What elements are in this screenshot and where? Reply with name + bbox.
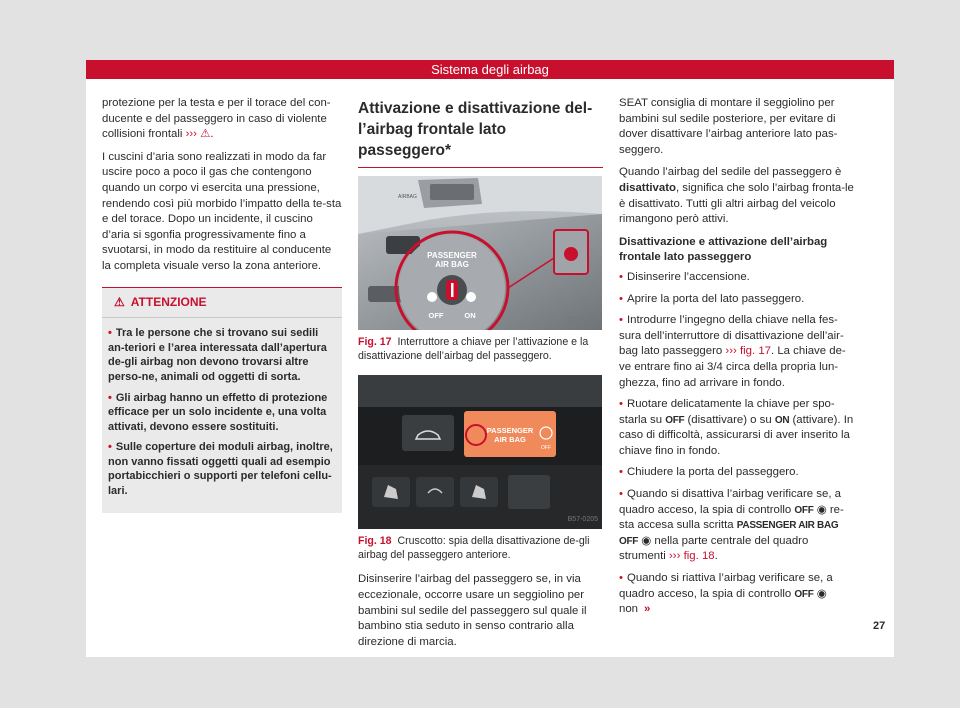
paragraph: Disinserire l’airbag del passeggero se, in via eccezionale, occorre usare un seggiolino per bambini sul sedile del passeggero sul quale il bambino stia seduto in senso contrario alla direzione di marcia. bbox=[358, 573, 587, 648]
airbag-key-switch-illustration bbox=[358, 176, 602, 330]
airbag-off-icon: ◉ bbox=[816, 587, 827, 600]
switch-off-label: OFF bbox=[428, 311, 444, 320]
cross-reference[interactable]: ››› bbox=[669, 550, 681, 563]
dash-label: AIRBAG bbox=[398, 194, 417, 200]
passenger-airbag-off-label: PASSENGER AIR BAG OFF bbox=[619, 520, 839, 547]
off-symbol: OFF bbox=[794, 588, 814, 600]
paragraph: I cuscini d’aria sono realizzati in modo da far uscire poco a poco il gas che contengono quando un corpo vi esercita una pressione, rendendo così più morbido l’impatto della te-sta e del torace. Dopo un incidente, il cuscino d’aria si sgonfia progressivamente fino a svuotarsi, in modo da restituire al conducente la completa visuale verso la zona anteriore. bbox=[102, 150, 342, 272]
off-symbol: OFF bbox=[665, 414, 685, 426]
warning-item: • Gli airbag hanno un effetto di protezione efficace per un solo incidente e, una volta attivati, devono essere sostituiti. bbox=[108, 391, 328, 433]
cross-reference[interactable]: ››› bbox=[185, 128, 197, 141]
column-left bbox=[102, 96, 342, 513]
continue-arrow-icon: » bbox=[644, 603, 651, 616]
warning-box bbox=[102, 287, 342, 513]
page-header: Sistema degli airbag bbox=[86, 60, 894, 79]
bullet-icon: • bbox=[619, 398, 623, 411]
warning-triangle-icon: ⚠ bbox=[114, 294, 125, 309]
bullet-item: • Aprire la porta del lato passeggero. bbox=[619, 292, 805, 305]
figure-18-image bbox=[358, 375, 602, 529]
paragraph: SEAT consiglia di montare il seggiolino per bambini sul sedile posteriore, per evitare di dover disattivare l’airbag anteriore lato pas-seggero. bbox=[619, 97, 838, 156]
bullet-icon: • bbox=[619, 314, 623, 327]
warning-triangle-icon: ⚠ bbox=[200, 128, 211, 141]
bullet-item: • Quando si riattiva l’airbag verificare se, a quadro acceso, la spia di controllo OFF ◉ non » bbox=[619, 572, 833, 616]
figure-17-image bbox=[358, 176, 602, 330]
figure-label: Fig. 17 bbox=[358, 336, 392, 348]
switch-on-label: ON bbox=[464, 311, 476, 320]
cross-reference[interactable]: ››› bbox=[725, 345, 737, 358]
image-code: B57-0226 bbox=[567, 316, 598, 324]
figure-link[interactable]: fig. 17 bbox=[739, 345, 771, 358]
section-title: Attivazione e disattivazione del-l’airbag frontale lato passeggero* bbox=[358, 98, 603, 168]
light-text-line2: AIR BAG bbox=[494, 435, 526, 445]
bullet-item: • Quando si disattiva l’airbag verificare se, a quadro acceso, la spia di controllo OFF ◉ re-sta accesa sulla scritta PASSENGER AIR BAG OFF ◉ nella parte centrale del quadro strumenti ››› fig. 18. bbox=[619, 488, 844, 563]
bullet-item: • Chiudere la porta del passeggero. bbox=[619, 466, 799, 479]
bullet-icon: • bbox=[619, 466, 623, 479]
bullet-icon: • bbox=[619, 572, 623, 585]
airbag-off-icon: ◉ bbox=[816, 503, 827, 516]
image-code: B57-0205 bbox=[567, 515, 598, 523]
bullet-item: • Introdurre l’ingegno della chiave nella fes-sura dell’interruttore di disattivazione dell’air-bag lato passeggero ››› fig. 17. La chiave de-ve entrare fino ai 3/4 circa della propria lun-ghezza, fino ad arrivare in fondo. bbox=[619, 314, 846, 389]
airbag-off-icon: ◉ bbox=[641, 534, 652, 547]
bullet-item: • Ruotare delicatamente la chiave per spo-starla su OFF (disattivare) o su ON (attivare). In caso di difficoltà, assicurarsi di aver inserito la chiave fino in fondo. bbox=[619, 398, 854, 457]
bullet-icon: • bbox=[619, 488, 623, 501]
bullet-icon: • bbox=[108, 327, 112, 340]
bullet-icon: • bbox=[108, 441, 112, 454]
bullet-icon: • bbox=[108, 391, 112, 404]
warning-item: • Tra le persone che si trovano sui sedili an-teriori e l’area interessata dall’apertura de-gli airbag non devono trovarsi altre perso-ne, animali od oggetti di sorta. bbox=[108, 327, 327, 383]
figure-18 bbox=[358, 375, 602, 562]
figure-link[interactable]: fig. 18 bbox=[683, 550, 715, 563]
dashboard-warning-light-illustration bbox=[358, 375, 602, 529]
light-off-label: OFF bbox=[541, 445, 551, 452]
paragraph: protezione per la testa e per il torace del con-ducente e del passeggero in caso di violente collisioni frontali ››› ⚠. bbox=[102, 97, 331, 141]
subsection-title: Disattivazione e attivazione dell’airbag frontale lato passeggero bbox=[619, 235, 828, 264]
switch-text-line2: AIR BAG bbox=[435, 260, 469, 269]
figure-caption: Fig. 18 Cruscotto: spia della disattivazione de-gli airbag del passeggero anteriore. bbox=[358, 535, 590, 561]
figure-17 bbox=[358, 176, 602, 363]
bullet-icon: • bbox=[619, 292, 623, 305]
warning-title: ATTENZIONE bbox=[130, 294, 207, 309]
figure-label: Fig. 18 bbox=[358, 535, 392, 548]
switch-text-line1: PASSENGER bbox=[427, 251, 477, 260]
figure-caption: Fig. 17 Interruttore a chiave per l’attivazione e la disattivazione dell’airbag del passeggero. bbox=[358, 336, 589, 362]
bullet-item: • Disinserire l’accensione. bbox=[619, 270, 750, 283]
column-middle bbox=[358, 96, 604, 657]
page-number: 27 bbox=[873, 620, 886, 632]
column-right bbox=[619, 96, 857, 624]
paragraph: Quando l’airbag del sedile del passeggero è disattivato, significa che solo l’airbag fronta-le è disattivato. Tutti gli altri airbag del veicolo rimangono però attivi. bbox=[619, 166, 854, 226]
warning-header bbox=[102, 288, 342, 319]
bullet-icon: • bbox=[619, 270, 623, 283]
on-symbol: ON bbox=[774, 414, 790, 426]
light-text-line1: PASSENGER bbox=[486, 426, 534, 436]
off-symbol: OFF bbox=[794, 504, 814, 516]
warning-item: • Sulle coperture dei moduli airbag, inoltre, non vanno fissati oggetti quali ad esempio portabicchieri o supporti per telefoni cellu-lari. bbox=[108, 441, 333, 498]
